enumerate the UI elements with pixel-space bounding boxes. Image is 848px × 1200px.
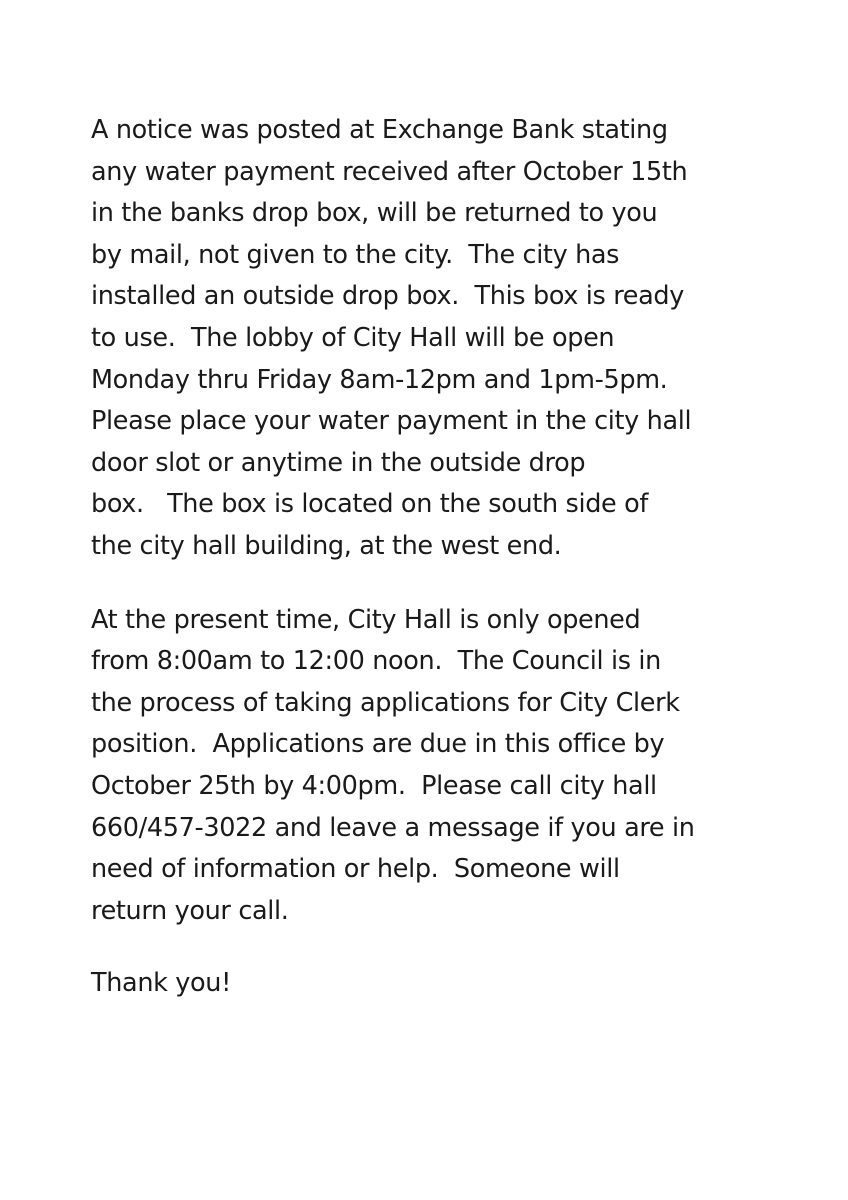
text-line: any water payment received after October 15th [91, 156, 688, 187]
text-line: box. The box is located on the south side of [91, 489, 649, 520]
text-line: Please place your water payment in the city hall [91, 406, 692, 437]
text-line: Monday thru Friday 8am-12pm and 1pm-5pm. [91, 364, 668, 395]
notice-body [91, 110, 791, 1005]
paragraph-drop-box-notice [91, 110, 791, 568]
text-line: to use. The lobby of City Hall will be open [91, 322, 615, 353]
text-line: installed an outside drop box. This box is ready [91, 281, 684, 312]
text-line: the process of taking applications for City Clerk [91, 687, 680, 718]
text-line: need of information or help. Someone will [91, 854, 620, 885]
closing-line: Thank you! [91, 968, 231, 999]
paragraph-city-hall-hours [91, 600, 791, 933]
text-line: return your call. [91, 895, 289, 926]
text-line: At the present time, City Hall is only opened [91, 604, 641, 635]
text-line: in the banks drop box, will be returned to you [91, 198, 658, 229]
text-line: from 8:00am to 12:00 noon. The Council is in [91, 646, 661, 677]
text-line: by mail, not given to the city. The city has [91, 239, 620, 270]
text-line: A notice was posted at Exchange Bank stating [91, 115, 668, 145]
paragraph-closing [91, 963, 791, 1005]
text-line: the city hall building, at the west end. [91, 530, 562, 561]
text-line: 660/457-3022 and leave a message if you are in [91, 812, 695, 843]
text-line: door slot or anytime in the outside drop [91, 447, 586, 478]
text-line: October 25th by 4:00pm. Please call city hall [91, 770, 657, 801]
text-line: position. Applications are due in this office by [91, 729, 665, 760]
